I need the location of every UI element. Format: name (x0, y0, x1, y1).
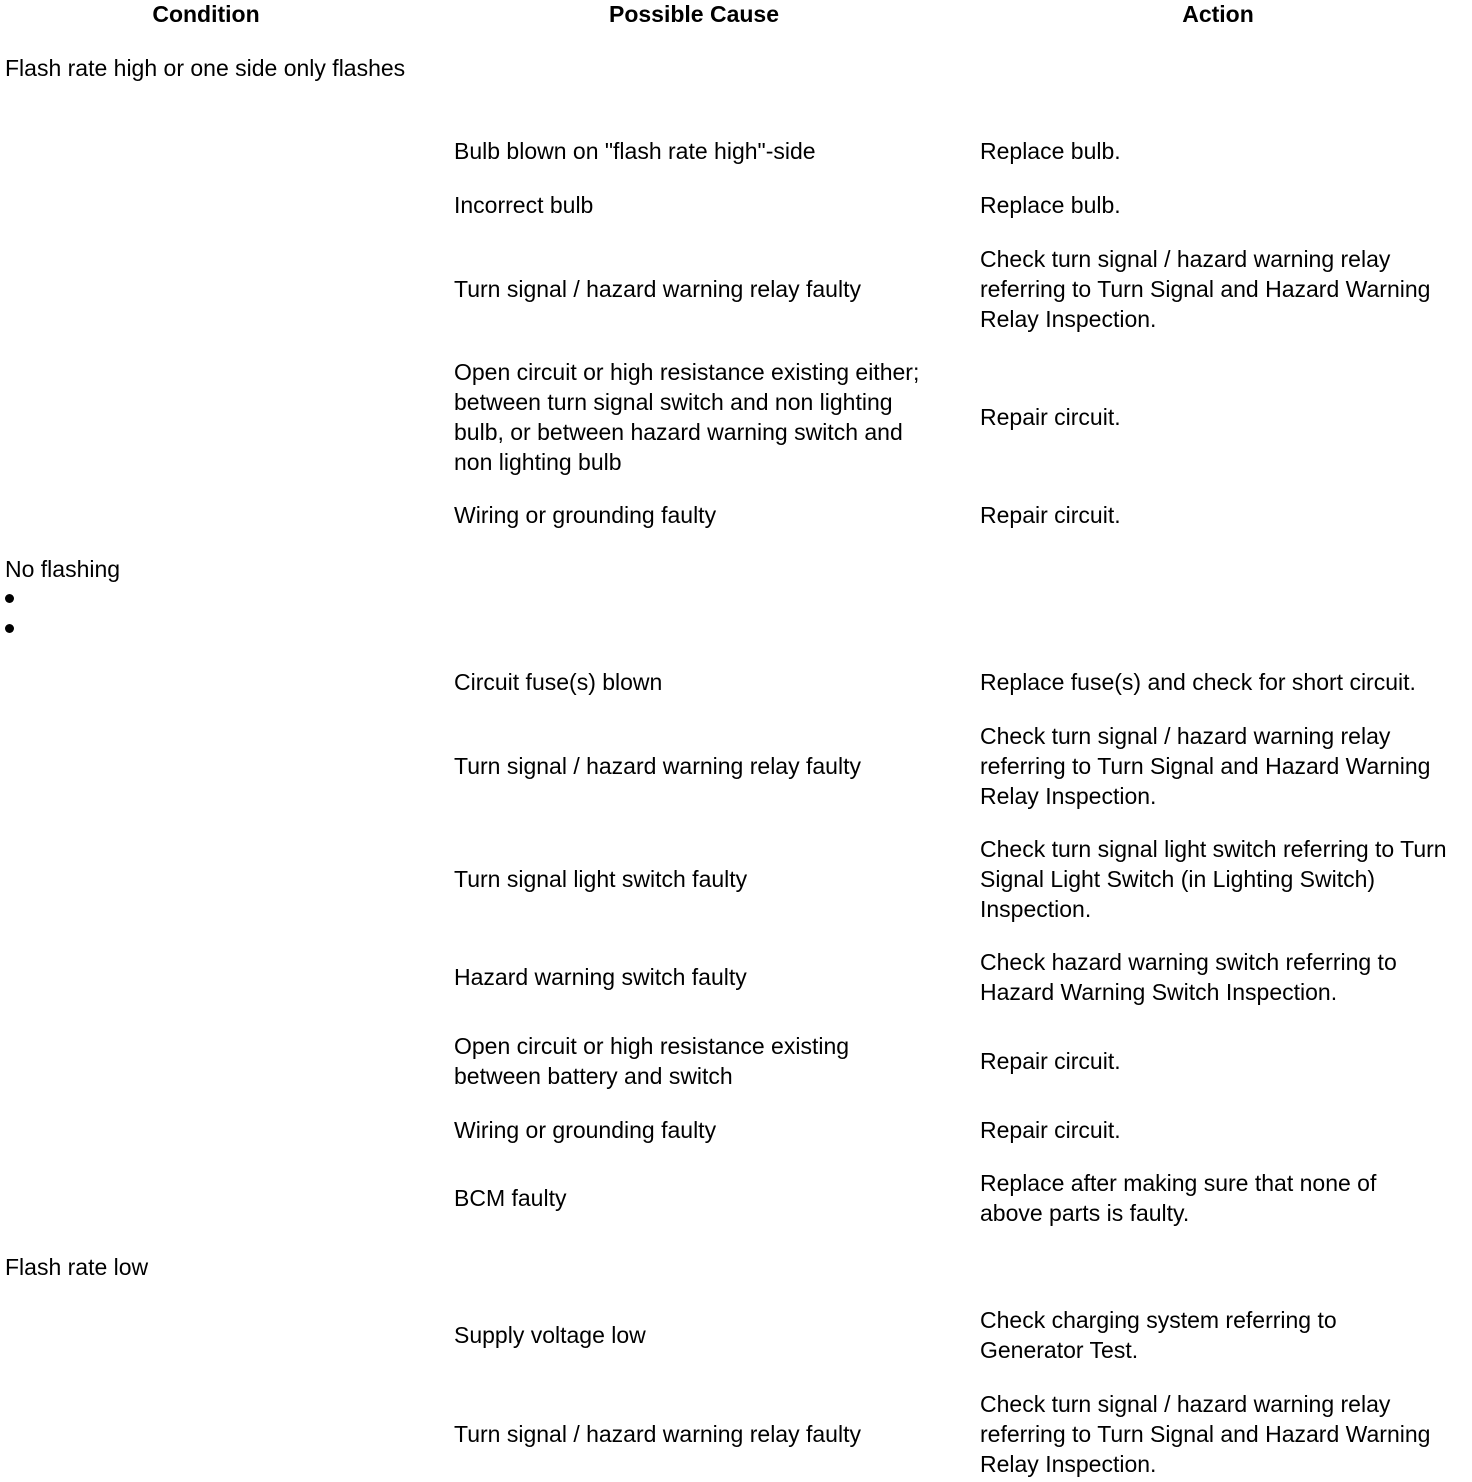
cause-open-circuit: Open circuit or high resistance existing either; between turn signal switch and non lighting bulb, or between hazard warning switch and non lighting bulb (454, 359, 920, 475)
cause-relay-faulty: Turn signal / hazard warning relay faulty (454, 1421, 861, 1447)
action-repair-circuit: Repair circuit. (980, 1048, 1121, 1074)
cause-turn-signal-switch-faulty: Turn signal light switch faulty (454, 866, 748, 892)
cause-supply-voltage-low: Supply voltage low (454, 1322, 646, 1348)
cause-bcm-faulty: BCM faulty (454, 1185, 567, 1211)
cause-wiring-faulty: Wiring or grounding faulty (454, 502, 717, 528)
cause-bulb-blown: Bulb blown on "flash rate high"-side (454, 138, 816, 164)
action-replace-bulb: Replace bulb. (980, 192, 1121, 218)
condition-flash-rate-low: Flash rate low (5, 1254, 149, 1280)
cause-wiring-faulty: Wiring or grounding faulty (454, 1117, 717, 1143)
action-check-relay: Check turn signal / hazard warning relay referring to Turn Signal and Hazard Warning Relay Inspection. (980, 723, 1431, 809)
header-action: Action (1182, 1, 1254, 27)
cause-open-circuit-battery: Open circuit or high resistance existing between battery and switch (454, 1033, 850, 1089)
header-possible-cause: Possible Cause (608, 1, 780, 27)
action-check-turn-signal-switch: Check turn signal light switch referring to Turn Signal Light Switch (in Lighting Switch) Inspection. (980, 836, 1447, 922)
action-repair-circuit: Repair circuit. (980, 502, 1121, 528)
condition-no-flashing: No flashing (5, 556, 121, 582)
action-repair-circuit: Repair circuit. (980, 404, 1121, 430)
action-check-hazard-switch: Check hazard warning switch referring to Hazard Warning Switch Inspection. (980, 949, 1397, 1005)
bullet-icon (5, 594, 14, 603)
action-check-relay: Check turn signal / hazard warning relay referring to Turn Signal and Hazard Warning Relay Inspection. (980, 246, 1431, 332)
cause-fuse-blown: Circuit fuse(s) blown (454, 669, 663, 695)
action-replace-fuse: Replace fuse(s) and check for short circuit. (980, 669, 1416, 695)
bullet-icon (5, 624, 14, 633)
action-check-relay: Check turn signal / hazard warning relay referring to Turn Signal and Hazard Warning Relay Inspection. (980, 1391, 1431, 1477)
cause-relay-faulty: Turn signal / hazard warning relay faulty (454, 753, 861, 779)
header-condition: Condition (152, 1, 260, 27)
action-replace-bcm: Replace after making sure that none of above parts is faulty. (980, 1170, 1377, 1226)
action-check-charging-system: Check charging system referring to Generator Test. (980, 1307, 1337, 1363)
cause-incorrect-bulb: Incorrect bulb (454, 192, 594, 218)
cause-hazard-switch-faulty: Hazard warning switch faulty (454, 964, 747, 990)
action-replace-bulb: Replace bulb. (980, 138, 1121, 164)
action-repair-circuit: Repair circuit. (980, 1117, 1121, 1143)
condition-flash-rate-high: Flash rate high or one side only flashes (5, 55, 406, 81)
cause-relay-faulty: Turn signal / hazard warning relay faulty (454, 276, 861, 302)
